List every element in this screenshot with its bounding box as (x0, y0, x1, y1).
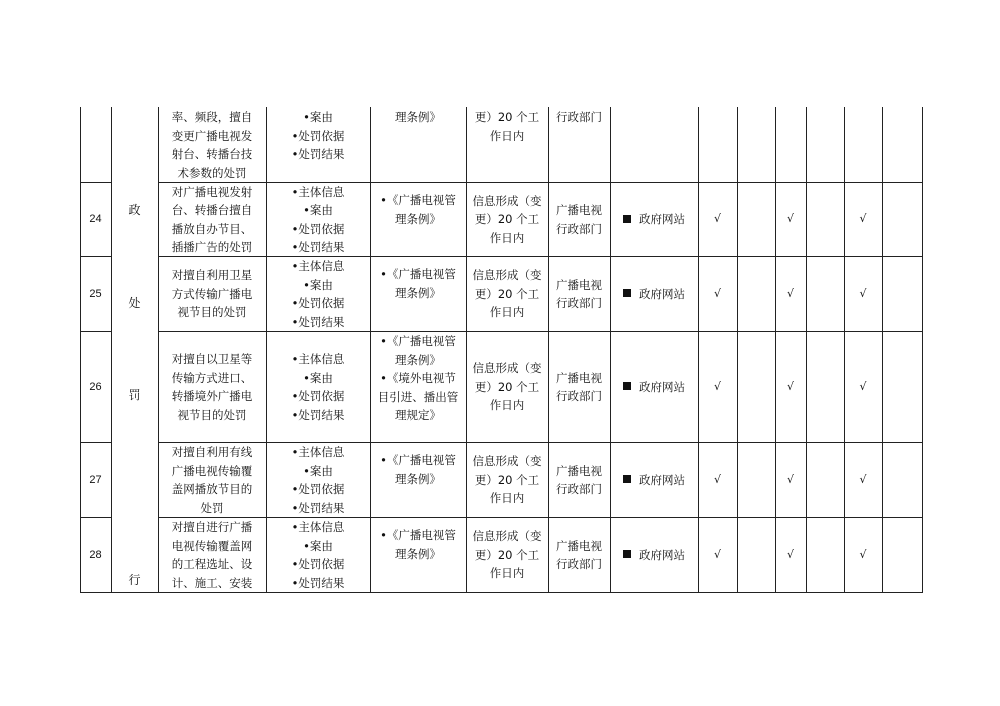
content-cell (266, 183, 370, 256)
subject-line: 行政部门 (556, 557, 602, 571)
subject-line: 行政部门 (556, 110, 602, 124)
checkmark-cell: √ (713, 379, 721, 393)
basis-line: •《广播电视管 (380, 453, 456, 467)
checkmark-cell: √ (786, 379, 794, 393)
item-name-cell (158, 443, 266, 517)
subject-line: 广播电视 (556, 463, 602, 478)
checkmark-cell (882, 518, 922, 592)
timeframe-line: 作日内 (489, 398, 525, 413)
basis-cell (370, 518, 466, 592)
subject-cell (548, 518, 610, 592)
subject-cell (548, 108, 610, 182)
item-name-line: 对擅自进行广播 (171, 520, 253, 534)
subject-line: 广播电视 (556, 203, 602, 217)
checkmark-cell: √ (786, 286, 794, 300)
channel-entry (623, 471, 685, 490)
merged-cell-mask (112, 182, 158, 183)
subject-line: 行政部门 (556, 482, 602, 496)
channel-cell (610, 518, 698, 592)
checkmark-cell (806, 332, 844, 442)
content-line: •案由 (303, 463, 333, 478)
timeframe-line: 信息形成（变 (472, 268, 542, 283)
basis-cell (370, 443, 466, 517)
channel-cell (610, 183, 698, 256)
subject-line: 行政部门 (556, 296, 602, 310)
timeframe-line: 更）20 个工 (474, 547, 540, 562)
checkmark-cell (806, 183, 844, 256)
checkmark-cell: √ (859, 547, 867, 561)
filled-square-icon (623, 382, 631, 390)
item-name-line: 方式传输广播电 (171, 286, 253, 301)
category-char: 行 (128, 573, 141, 587)
checkmark-cell (882, 332, 922, 442)
row-number (80, 108, 111, 182)
content-cell (266, 332, 370, 442)
channel-label: 政府网站 (639, 212, 685, 227)
timeframe-line: 作日内 (489, 305, 525, 320)
basis-line: •《境外电视节 (380, 371, 456, 385)
basis-line: 理规定》 (395, 408, 441, 422)
subject-line: 行政部门 (556, 389, 602, 403)
item-name-line: 术参数的处罚 (177, 165, 247, 180)
basis-line: •《广播电视管 (380, 193, 456, 207)
item-name-line: 处罚 (200, 500, 224, 515)
category-char: 罚 (128, 388, 141, 402)
filled-square-icon (623, 475, 631, 483)
timeframe-line: 更）20 个工 (474, 286, 540, 301)
filled-square-icon (623, 550, 631, 558)
item-name-line: 播放自办节目、 (171, 221, 253, 236)
merged-cell-mask (112, 256, 158, 257)
basis-line: 理条例》 (395, 110, 441, 124)
timeframe-line: 信息形成（变 (472, 529, 542, 544)
checkmark-cell: √ (713, 472, 721, 486)
subject-cell (548, 183, 610, 256)
timeframe-cell (466, 332, 548, 442)
row-number: 24 (89, 213, 102, 226)
timeframe-cell (466, 257, 548, 331)
checkmark-cell: √ (786, 547, 794, 561)
merged-cell-mask (112, 517, 158, 518)
content-line: •处罚结果 (291, 575, 345, 590)
item-name-line: 对广播电视发射 (171, 184, 253, 199)
channel-cell (610, 443, 698, 517)
item-name-line: 盖网播放节目的 (171, 482, 253, 496)
item-name-line: 传输方式进口、 (171, 370, 253, 385)
content-line: •主体信息 (291, 184, 345, 199)
checkmark-cell (737, 518, 775, 592)
basis-cell (370, 108, 466, 182)
basis-line: •《广播电视管 (380, 528, 456, 542)
basis-line: 理条例》 (395, 546, 441, 561)
checkmark-cell (737, 108, 775, 182)
basis-line: •《广播电视管 (380, 267, 456, 281)
item-name-line: 对擅自以卫星等 (171, 352, 253, 366)
item-name-line: 对擅自利用卫星 (171, 268, 253, 283)
content-line: •处罚结果 (291, 500, 345, 515)
row-number: 27 (89, 473, 102, 486)
item-name-line: 台、转播台擅自 (171, 203, 253, 217)
timeframe-line: 信息形成（变 (472, 361, 542, 376)
item-name-line: 视节目的处罚 (177, 407, 247, 422)
item-name-line: 变更广播电视发 (171, 128, 253, 143)
content-line: •处罚依据 (291, 557, 345, 571)
checkmark-cell (737, 183, 775, 256)
filled-square-icon (623, 215, 631, 223)
checkmark-cell: √ (859, 286, 867, 300)
content-line: •主体信息 (291, 259, 345, 273)
item-name-cell (158, 518, 266, 592)
checkmark-cell (806, 257, 844, 331)
column-border (111, 107, 112, 593)
row-number: 28 (89, 548, 102, 561)
timeframe-cell (466, 518, 548, 592)
checkmark-cell (882, 108, 922, 182)
row-border (80, 592, 922, 593)
checkmark-cell (698, 108, 737, 182)
content-line: •处罚依据 (291, 221, 345, 236)
channel-label: 政府网站 (639, 379, 685, 394)
timeframe-cell (466, 108, 548, 182)
basis-line: 理条例》 (395, 211, 441, 226)
timeframe-line: 作日内 (489, 128, 525, 143)
row-number: 25 (89, 287, 102, 300)
item-name-cell (158, 332, 266, 442)
checkmark-cell (737, 332, 775, 442)
channel-cell (610, 257, 698, 331)
subject-line: 广播电视 (556, 277, 602, 292)
content-cell (266, 443, 370, 517)
checkmark-cell: √ (713, 286, 721, 300)
subject-cell (548, 332, 610, 442)
content-cell (266, 108, 370, 182)
item-name-cell (158, 108, 266, 182)
basis-line: •《广播电视管 (380, 334, 456, 348)
content-line: •主体信息 (291, 352, 345, 366)
content-cell (266, 257, 370, 331)
item-name-line: 转播境外广播电 (171, 389, 253, 403)
content-line: •案由 (303, 370, 333, 385)
item-name-line: 对擅自利用有线 (171, 445, 253, 459)
timeframe-line: 更）20 个工 (474, 472, 540, 487)
channel-entry (623, 285, 685, 304)
channel-label: 政府网站 (639, 472, 685, 487)
item-name-line: 率、频段，擅自 (171, 110, 253, 124)
category-char: 政 (128, 203, 141, 217)
basis-line: 理条例》 (395, 471, 441, 486)
channel-label: 政府网站 (639, 547, 685, 562)
checkmark-cell: √ (859, 379, 867, 393)
content-line: •主体信息 (291, 520, 345, 534)
checkmark-cell: √ (713, 212, 721, 226)
content-line: •处罚依据 (291, 482, 345, 496)
timeframe-line: 更）20 个工 (474, 110, 540, 124)
basis-cell (370, 183, 466, 256)
item-name-cell (158, 183, 266, 256)
timeframe-line: 更）20 个工 (474, 379, 540, 394)
checkmark-cell (806, 443, 844, 517)
checkmark-cell (806, 108, 844, 182)
merged-cell-mask (112, 442, 158, 443)
checkmark-cell: √ (786, 212, 794, 226)
content-line: •主体信息 (291, 445, 345, 459)
channel-entry (623, 378, 685, 397)
timeframe-line: 作日内 (489, 491, 525, 506)
item-name-line: 的工程选址、设 (171, 557, 253, 571)
channel-cell (610, 332, 698, 442)
checkmark-cell (806, 518, 844, 592)
subject-line: 广播电视 (556, 538, 602, 553)
checkmark-cell: √ (859, 472, 867, 486)
content-line: •案由 (303, 277, 333, 292)
content-line: •案由 (303, 110, 333, 124)
timeframe-cell (466, 443, 548, 517)
content-line: •处罚结果 (291, 407, 345, 422)
basis-cell (370, 332, 466, 442)
checkmark-cell (737, 257, 775, 331)
basis-line: 理条例》 (395, 285, 441, 300)
channel-cell (610, 108, 698, 182)
basis-line: 理条例》 (395, 352, 441, 367)
item-name-line: 广播电视传输覆 (171, 463, 253, 478)
item-name-line: 电视传输覆盖网 (171, 538, 253, 553)
content-line: •处罚依据 (291, 128, 345, 143)
timeframe-line: 作日内 (489, 230, 525, 245)
checkmark-cell: √ (713, 547, 721, 561)
content-line: •处罚结果 (291, 240, 345, 254)
channel-entry (623, 210, 685, 229)
content-line: •处罚结果 (291, 314, 345, 329)
column-border (922, 107, 923, 593)
item-name-cell (158, 257, 266, 331)
timeframe-line: 更）20 个工 (474, 212, 540, 227)
row-number: 26 (89, 380, 102, 393)
checkmark-cell (844, 108, 882, 182)
timeframe-line: 作日内 (489, 566, 525, 581)
checkmark-cell: √ (786, 472, 794, 486)
checkmark-cell: √ (859, 212, 867, 226)
content-line: •案由 (303, 538, 333, 553)
content-line: •案由 (303, 203, 333, 217)
subject-line: 广播电视 (556, 370, 602, 385)
checkmark-cell (775, 108, 806, 182)
checkmark-cell (737, 443, 775, 517)
content-line: •处罚依据 (291, 389, 345, 403)
item-name-line: 射台、转播台技 (171, 147, 253, 161)
content-line: •处罚结果 (291, 147, 345, 161)
content-line: •处罚依据 (291, 296, 345, 310)
subject-cell (548, 443, 610, 517)
timeframe-line: 信息形成（变 (472, 454, 542, 469)
item-name-line: 计、施工、安装 (171, 575, 253, 590)
channel-entry (623, 546, 685, 565)
basis-line: 目引进、播出管 (377, 389, 459, 404)
content-cell (266, 518, 370, 592)
timeframe-cell (466, 183, 548, 256)
checkmark-cell (882, 443, 922, 517)
checkmark-cell (882, 183, 922, 256)
item-name-line: 视节目的处罚 (177, 305, 247, 320)
item-name-line: 插播广告的处罚 (171, 240, 253, 254)
basis-cell (370, 257, 466, 331)
timeframe-line: 信息形成（变 (472, 193, 542, 208)
checkmark-cell (882, 257, 922, 331)
merged-cell-mask (112, 331, 158, 332)
subject-line: 行政部门 (556, 221, 602, 236)
filled-square-icon (623, 289, 631, 297)
category-char: 处 (128, 296, 141, 310)
subject-cell (548, 257, 610, 331)
channel-label: 政府网站 (639, 286, 685, 301)
